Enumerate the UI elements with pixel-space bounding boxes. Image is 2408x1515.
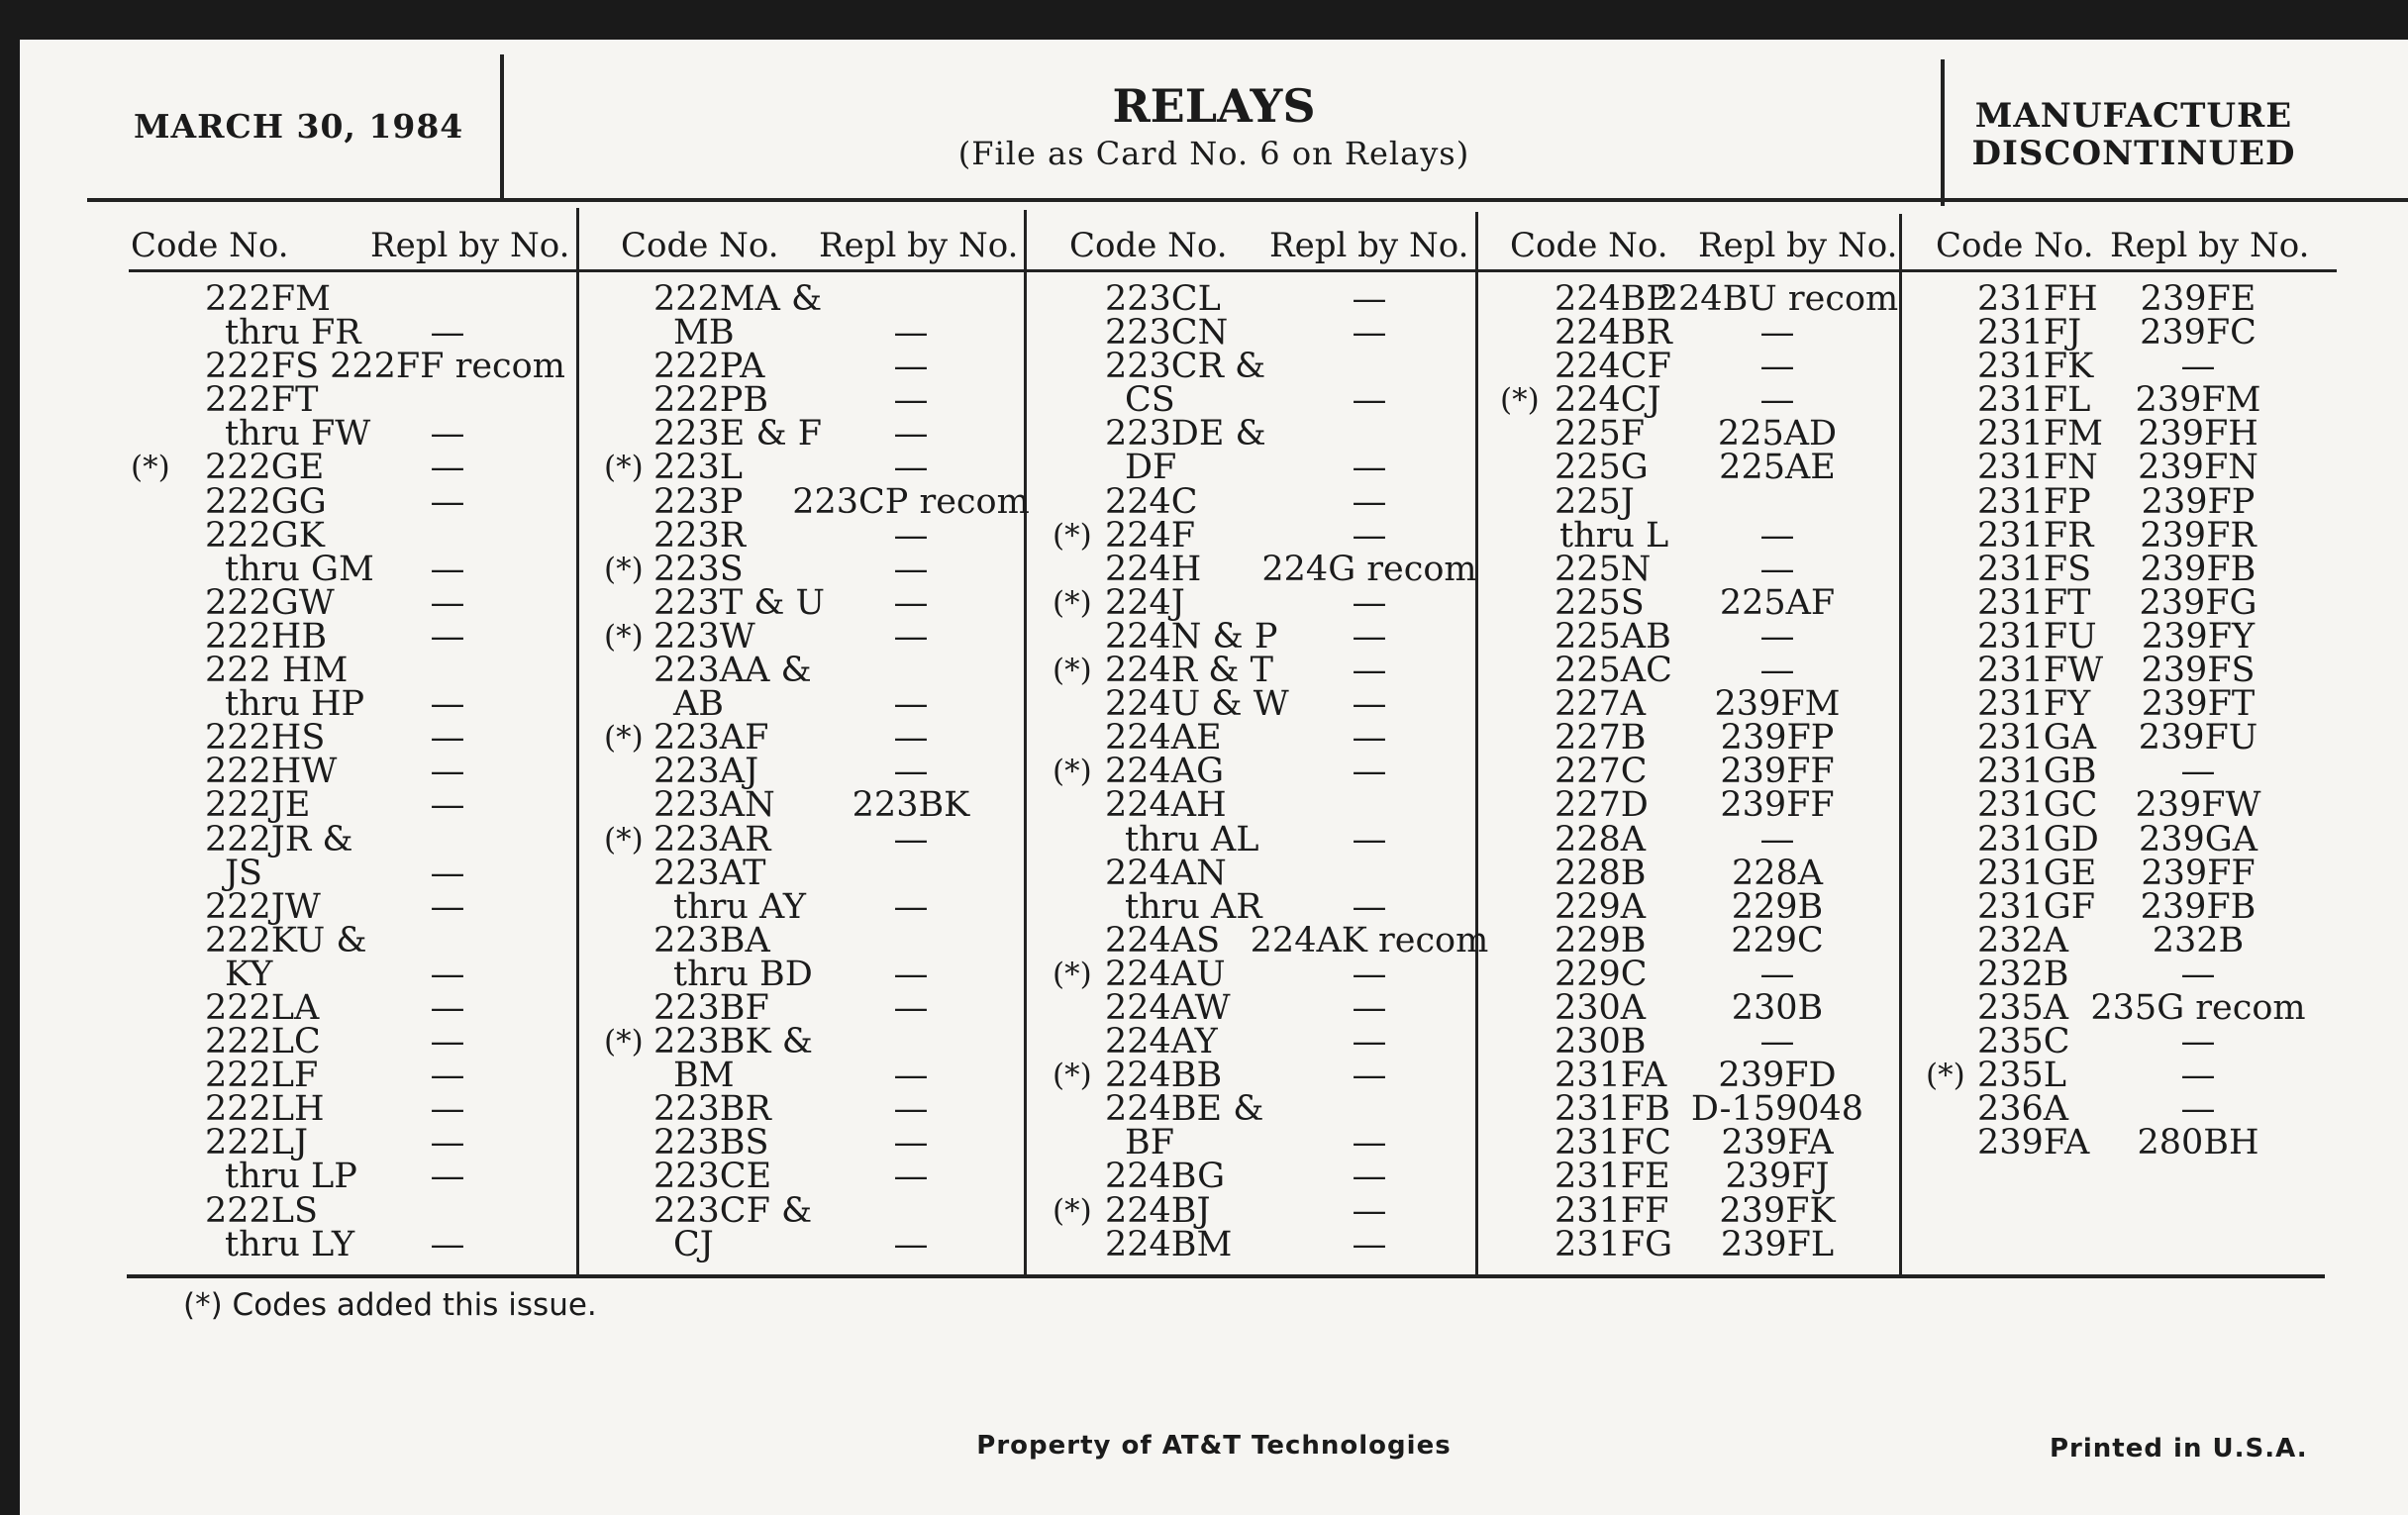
replacement-number: —	[2180, 954, 2216, 994]
code-number: 231GC	[1977, 785, 2098, 826]
replacement-number: 239FJ	[1725, 1157, 1830, 1197]
replacement-number: —	[430, 1224, 465, 1264]
replacement-number: —	[430, 549, 465, 589]
replacement-number: 239FS	[2141, 651, 2256, 691]
code-number: 224N & P	[1105, 616, 1278, 656]
replacement-number: 239FF	[2141, 853, 2256, 893]
replacement-number: —	[1352, 718, 1387, 758]
replacement-number: —	[1759, 651, 1795, 691]
replacement-number: —	[893, 347, 929, 387]
replacement-number: 239FU	[2138, 718, 2258, 758]
replacement-number: 239FA	[1721, 1123, 1834, 1163]
replacement-number: —	[1352, 1224, 1387, 1264]
code-number: 224CJ	[1555, 380, 1661, 421]
code-number: 224BG	[1105, 1157, 1226, 1197]
replacement-number: —	[1352, 1190, 1387, 1231]
replacement-number: —	[430, 886, 465, 927]
code-number: 231FS	[1977, 549, 2092, 589]
replacement-number: 239FM	[1714, 684, 1841, 725]
replacement-number: —	[430, 582, 465, 623]
replacement-number: 239FF	[1720, 752, 1835, 792]
code-number: 230A	[1555, 987, 1647, 1028]
replacement-number: —	[1352, 819, 1387, 859]
replacement-number: —	[893, 684, 929, 725]
code-number: 222FS	[205, 347, 320, 387]
replacement-number: —	[430, 785, 465, 826]
code-number: 225S	[1555, 582, 1645, 623]
code-number: 223L	[653, 448, 744, 488]
code-number: 224BB	[1105, 1056, 1223, 1096]
replacement-number: 239FW	[2135, 785, 2261, 826]
code-number: 227B	[1555, 718, 1647, 758]
added-marker: (*)	[604, 720, 644, 757]
code-number: 231FL	[1977, 380, 2091, 421]
header-rule	[87, 198, 2408, 202]
replacement-number: —	[893, 886, 929, 927]
replacement-number: 239FH	[2138, 414, 2258, 454]
code-number: 231GA	[1977, 718, 2097, 758]
code-number: 223CE	[653, 1157, 772, 1197]
code-number: thru AL	[1125, 819, 1259, 859]
code-number: 223CL	[1105, 279, 1221, 319]
code-number: 222PA	[653, 347, 765, 387]
code-number: 239FA	[1977, 1123, 2090, 1163]
code-number: 231FU	[1977, 616, 2097, 656]
code-number: 232A	[1977, 920, 2069, 960]
code-number: 223AF	[653, 718, 769, 758]
code-number: 228A	[1555, 819, 1647, 859]
replacement-number: —	[430, 853, 465, 893]
code-number: 222LH	[205, 1089, 325, 1130]
replacement-number: 229C	[1731, 920, 1824, 960]
code-number: 231GD	[1977, 819, 2099, 859]
code-number: 222GW	[205, 582, 335, 623]
added-marker: (*)	[1053, 653, 1092, 689]
code-number: 231GE	[1977, 853, 2097, 893]
code-number: thru BD	[673, 954, 813, 994]
code-number: 231FE	[1555, 1157, 1670, 1197]
code-number: 231FY	[1977, 684, 2091, 725]
code-number: 225F	[1555, 414, 1646, 454]
code-number: 224AH	[1105, 785, 1227, 826]
code-number: 222MA &	[653, 279, 823, 319]
code-number: 222GK	[205, 515, 325, 556]
replacement-number: 239FL	[1720, 1224, 1835, 1264]
card-title: RELAYS	[1112, 79, 1316, 133]
relay-card: MARCH 30, 1984 RELAYS (File as Card No. 6 on Relays) MANUFACTURE DISCONTINUED Code No. Repl by No. Code No. Repl by No. Code No. Repl by No. Code No. Repl by No. Code No. Repl by No. 222FM thru FR — 222FS 222FF recom 222FT thru FW — (*) 222GE — 222GG — 222GK thru GM — 222GW — 222HB — 222 HM thru HP — 222HS — 222HW — 222JE — 222JR & JS — 222JW — 222KU & KY — 222LA — 222LC — 222LF — 222LH — 222LJ — thru LP — 222LS thru LY — 222MA & MB — 222PA — 222PB — 223E & F — (*) 223L — 223P 223CP recom 223R — (*) 223S — 223T & U — (*) 223W — 223AA & AB — (*) 223AF — 223AJ — 223AN 223BK (*) 223AR — 223AT thru AY — 223BA thru BD — 223BF — (*) 223BK & BM — 223BR — 223BS — 223CE — 223CF & CJ — 223CL — 223CN — 223CR & CS — 223DE & DF — 224C — (*) 224F — 224H 224G recom (*) 224J — 224N & P — (*) 224R & T — 224U & W — 224AE — (*) 224AG — 224AH thru AL — 224AN thru AR — 224AS 224AK recom (*) 224AU — 224AW — 224AY — (*) 224BB — 224BE & BF — 224BG — (*) 224BJ — 224BM — 224BP 224BU recom 224BR — 224CF — (*) 224CJ — 225F 225AD 225G 225AE 225J thru L — 225N — 225S 225AF 225AB — 225AC — 227A 239FM 227B 239FP 227C 239FF 227D 239FF 228A — 228B 228A 229A 229B 229B 229C 229C — 230A 230B 230B — 231FA 239FD 231FB D-159048 231FC 239FA 231FE 239FJ 231FF 239FK 231FG 239FL 231FH 239FE 231FJ 239FC 231FK — 231FL 239FM 231FM 239FH 231FN 239FN 231FP 239FP 231FR 239FR 231FS 239FB 231FT 239FG 231FU 239FY 231FW 239FS 231FY 239FT 231GA 239FU 231GB — 231GC 239FW 231GD 239GA 231GE 239FF 231GF 239FB 232A 232B 232B — 235A 235G recom 235C — (*) 235L — 236A — 239FA 280BH (*) Codes added this issue. Property of AT&T Technologies Printed in U.S.A.	[20, 40, 2408, 1515]
code-number: 231FJ	[1977, 313, 2082, 354]
replacement-number: —	[1759, 819, 1795, 859]
added-marker: (*)	[1053, 1192, 1092, 1229]
code-number: 224F	[1105, 515, 1196, 556]
replacement-number: —	[1352, 752, 1387, 792]
code-number: 230B	[1555, 1022, 1647, 1062]
replacement-number: 239FK	[1719, 1190, 1836, 1231]
code-number: 223S	[653, 549, 744, 589]
code-number: CS	[1125, 380, 1175, 421]
replacement-number: —	[1759, 1022, 1795, 1062]
replacement-number: 239FB	[2140, 549, 2257, 589]
code-number: 231FW	[1977, 651, 2104, 691]
replacement-number: —	[893, 1123, 929, 1163]
added-marker: (*)	[604, 551, 644, 587]
code-number: 224R & T	[1105, 651, 1273, 691]
code-number: BF	[1125, 1123, 1175, 1163]
code-number: 222HB	[205, 616, 328, 656]
code-number: 223T & U	[653, 582, 826, 623]
replacement-number: —	[2180, 752, 2216, 792]
code-number: thru GM	[225, 549, 374, 589]
replacement-number: —	[893, 752, 929, 792]
code-number: 222GG	[205, 481, 327, 522]
replacement-number: —	[430, 1022, 465, 1062]
code-number: JS	[225, 853, 263, 893]
code-number: 222HW	[205, 752, 338, 792]
table-bottom-rule	[127, 1274, 2325, 1278]
replacement-number: 239FD	[1718, 1056, 1837, 1096]
code-number: 224AU	[1105, 954, 1226, 994]
replacement-number: 239FG	[2139, 582, 2258, 623]
code-number: 223P	[653, 481, 744, 522]
code-number: 229C	[1555, 954, 1648, 994]
code-number: 236A	[1977, 1089, 2069, 1130]
replacement-number: 230B	[1731, 987, 1824, 1028]
code-number: thru FR	[225, 313, 361, 354]
replacement-number: —	[2180, 1022, 2216, 1062]
replacement-number: —	[893, 380, 929, 421]
code-number: 223DE &	[1105, 414, 1266, 454]
replacement-number: 239FP	[1720, 718, 1835, 758]
replacement-number: 239FN	[2138, 448, 2258, 488]
code-number: 227A	[1555, 684, 1647, 725]
code-number: 223CN	[1105, 313, 1229, 354]
code-number: 222JE	[205, 785, 311, 826]
added-marker: (*)	[604, 618, 644, 655]
replacement-number: —	[893, 1056, 929, 1096]
code-number: 231GB	[1977, 752, 2097, 792]
replacement-number: —	[1352, 987, 1387, 1028]
code-number: 222JR &	[205, 819, 353, 859]
code-number: 222 HM	[205, 651, 349, 691]
code-number: 224BR	[1555, 313, 1672, 354]
code-number: 231FM	[1977, 414, 2103, 454]
replacement-number: 239FY	[2141, 616, 2256, 656]
replacement-number: —	[2180, 1056, 2216, 1096]
replacement-number: —	[893, 448, 929, 488]
replacement-number: —	[1352, 684, 1387, 725]
replacement-number: —	[893, 414, 929, 454]
code-number: 224BJ	[1105, 1190, 1211, 1231]
code-number: 223BF	[653, 987, 769, 1028]
code-number: BM	[673, 1056, 735, 1096]
replacement-number: —	[1352, 886, 1387, 927]
replacement-number: —	[1352, 616, 1387, 656]
code-number: 224AN	[1105, 853, 1227, 893]
replacement-number: —	[430, 481, 465, 522]
replacement-number: —	[430, 684, 465, 725]
code-number: 231GF	[1977, 886, 2096, 927]
added-marker: (*)	[1500, 382, 1540, 419]
code-number: 223AR	[653, 819, 771, 859]
code-number: 224AS	[1105, 920, 1221, 960]
replacement-number: —	[1352, 1056, 1387, 1096]
code-number: 235C	[1977, 1022, 2070, 1062]
code-number: 223BS	[653, 1123, 769, 1163]
code-number: 223AN	[653, 785, 775, 826]
code-number: 223AT	[653, 853, 766, 893]
code-number: 222FM	[205, 279, 331, 319]
code-number: thru AR	[1125, 886, 1262, 927]
added-marker: (*)	[1053, 517, 1092, 554]
code-number: thru AY	[673, 886, 806, 927]
code-number: DF	[1125, 448, 1177, 488]
code-number: 225AC	[1555, 651, 1672, 691]
property-note: Property of AT&T Technologies	[976, 1431, 1452, 1461]
code-number: 222LA	[205, 987, 320, 1028]
code-number: 231FP	[1977, 481, 2091, 522]
code-number: 225J	[1555, 481, 1635, 522]
added-marker: (*)	[604, 1024, 644, 1060]
code-number: 223BK &	[653, 1022, 813, 1062]
code-number: 231FN	[1977, 448, 2098, 488]
code-number: 222HS	[205, 718, 326, 758]
code-number: CJ	[673, 1224, 714, 1264]
code-number: 223R	[653, 515, 747, 556]
code-number: 227C	[1555, 752, 1648, 792]
status-line-2: DISCONTINUED	[1971, 134, 2296, 173]
replacement-number: 228A	[1731, 853, 1824, 893]
replacement-number: 224AK recom	[1250, 920, 1489, 960]
replacement-number: —	[430, 954, 465, 994]
code-number: KY	[225, 954, 273, 994]
replacement-number: 239FC	[2140, 313, 2257, 354]
added-marker: (*)	[1926, 1058, 1965, 1094]
replacement-number: —	[1352, 1157, 1387, 1197]
code-number: 223AA &	[653, 651, 812, 691]
replacement-number: —	[893, 954, 929, 994]
replacement-number: 239GA	[2138, 819, 2258, 859]
code-number: 235L	[1977, 1056, 2067, 1096]
replacement-number: 235G recom	[2090, 987, 2306, 1028]
code-number: 224BP	[1555, 279, 1670, 319]
replacement-number: —	[893, 313, 929, 354]
code-number: thru L	[1559, 515, 1669, 556]
replacement-number: 225AE	[1719, 448, 1836, 488]
replacement-number: 224G recom	[1261, 549, 1477, 589]
card-subtitle: (File as Card No. 6 on Relays)	[957, 135, 1470, 172]
replacement-number: —	[430, 1056, 465, 1096]
code-number: thru HP	[225, 684, 365, 725]
replacement-number: 232B	[2152, 920, 2245, 960]
replacement-number: —	[430, 448, 465, 488]
code-number: 224C	[1105, 481, 1198, 522]
replacement-number: —	[430, 987, 465, 1028]
replacement-number: —	[893, 1224, 929, 1264]
code-number: 222KU &	[205, 920, 367, 960]
replacement-number: —	[1759, 313, 1795, 354]
replacement-number: —	[1352, 1022, 1387, 1062]
code-number: 222JW	[205, 886, 321, 927]
replacement-number: —	[893, 819, 929, 859]
code-number: thru LY	[225, 1224, 355, 1264]
code-number: 231FT	[1977, 582, 2091, 623]
replacement-number: 229B	[1731, 886, 1824, 927]
code-number: 224J	[1105, 582, 1185, 623]
replacement-number: —	[893, 987, 929, 1028]
replacement-number: —	[1352, 448, 1387, 488]
replacement-number: 239FT	[2141, 684, 2256, 725]
code-number: 225N	[1555, 549, 1652, 589]
replacement-number: —	[1352, 279, 1387, 319]
code-number: 223CR &	[1105, 347, 1266, 387]
code-number: 222LF	[205, 1056, 319, 1096]
replacement-number: —	[2180, 347, 2216, 387]
replacement-number: —	[430, 1123, 465, 1163]
replacement-number: —	[1352, 1123, 1387, 1163]
replacement-number: —	[430, 752, 465, 792]
added-marker: (*)	[604, 450, 644, 486]
status-line-1: MANUFACTURE	[1974, 96, 2293, 136]
code-number: thru FW	[225, 414, 371, 454]
replacement-number: 223CP recom	[792, 481, 1030, 522]
printed-note: Printed in U.S.A.	[2050, 1434, 2308, 1464]
code-number: MB	[673, 313, 735, 354]
added-marker: (*)	[1053, 956, 1092, 992]
code-number: 225G	[1555, 448, 1649, 488]
code-number: 224BM	[1105, 1224, 1233, 1264]
replacement-number: —	[430, 313, 465, 354]
code-number: 232B	[1977, 954, 2069, 994]
code-number: 231FA	[1555, 1056, 1667, 1096]
code-number: 231FK	[1977, 347, 2094, 387]
code-number: 235A	[1977, 987, 2069, 1028]
replacement-number: 225AD	[1717, 414, 1838, 454]
replacement-number: 239FM	[2135, 380, 2261, 421]
replacement-number: 239FP	[2141, 481, 2256, 522]
replacement-number: —	[1352, 515, 1387, 556]
replacement-number: —	[1759, 954, 1795, 994]
replacement-number: —	[893, 582, 929, 623]
code-number: 224AE	[1105, 718, 1222, 758]
code-number: 228B	[1555, 853, 1647, 893]
code-number: 223AJ	[653, 752, 759, 792]
code-number: 222LJ	[205, 1123, 309, 1163]
code-number: AB	[673, 684, 724, 725]
code-number: 231FH	[1977, 279, 2098, 319]
code-number: 224U & W	[1105, 684, 1289, 725]
added-marker: (*)	[1053, 754, 1092, 790]
footnote: (*) Codes added this issue.	[183, 1287, 597, 1323]
replacement-number: —	[1352, 313, 1387, 354]
code-number: 222LS	[205, 1190, 319, 1231]
added-marker: (*)	[1053, 584, 1092, 621]
code-number: 223W	[653, 616, 755, 656]
code-number: 224CF	[1555, 347, 1671, 387]
replacement-number: —	[430, 1157, 465, 1197]
replacement-number: —	[1759, 347, 1795, 387]
code-number: 229A	[1555, 886, 1647, 927]
replacement-number: —	[1352, 954, 1387, 994]
code-number: 224BE &	[1105, 1089, 1264, 1130]
replacement-number: 225AF	[1719, 582, 1836, 623]
code-number: 222FT	[205, 380, 319, 421]
replacement-number: —	[430, 414, 465, 454]
code-number: 227D	[1555, 785, 1649, 826]
code-number: 224AY	[1105, 1022, 1218, 1062]
added-marker: (*)	[131, 450, 170, 486]
added-marker: (*)	[604, 821, 644, 858]
replacement-number: —	[1759, 380, 1795, 421]
code-number: 231FB	[1555, 1089, 1670, 1130]
replacement-number: 239FR	[2140, 515, 2257, 556]
replacement-number: 223BK	[852, 785, 970, 826]
code-number: 223BA	[653, 920, 770, 960]
replacement-number: —	[430, 616, 465, 656]
replacement-number: 224BU recom	[1656, 279, 1899, 319]
added-marker: (*)	[1053, 1058, 1092, 1094]
code-number: 225AB	[1555, 616, 1671, 656]
replacement-number: —	[1352, 481, 1387, 522]
replacement-number: 239FB	[2140, 886, 2257, 927]
replacement-number: D-159048	[1690, 1089, 1864, 1130]
code-number: 231FC	[1555, 1123, 1671, 1163]
replacement-number: —	[430, 1089, 465, 1130]
code-number: 224AG	[1105, 752, 1225, 792]
replacement-number: —	[430, 718, 465, 758]
replacement-number: —	[1352, 380, 1387, 421]
issue-date: MARCH 30, 1984	[134, 107, 464, 146]
code-number: 223E & F	[653, 414, 823, 454]
replacement-number: —	[1759, 549, 1795, 589]
replacement-number: —	[1759, 515, 1795, 556]
replacement-number: —	[1352, 582, 1387, 623]
replacement-number: 222FF recom	[330, 347, 565, 387]
code-number: 222PB	[653, 380, 769, 421]
code-number: 222LC	[205, 1022, 321, 1062]
code-number: 222GE	[205, 448, 325, 488]
code-number: 231FR	[1977, 515, 2094, 556]
replacement-number: —	[893, 549, 929, 589]
replacement-number: —	[2180, 1089, 2216, 1130]
replacement-number: —	[893, 515, 929, 556]
code-number: 231FG	[1555, 1224, 1673, 1264]
replacement-number: —	[1352, 651, 1387, 691]
code-number: 231FF	[1555, 1190, 1669, 1231]
code-number: 224H	[1105, 549, 1202, 589]
code-number: thru LP	[225, 1157, 357, 1197]
replacement-number: —	[893, 1089, 929, 1130]
code-number: 224AW	[1105, 987, 1231, 1028]
code-number: 223BR	[653, 1089, 771, 1130]
replacement-number: 280BH	[2137, 1123, 2259, 1163]
code-number: 223CF &	[653, 1190, 813, 1231]
replacement-number: 239FF	[1720, 785, 1835, 826]
status-label	[1906, 97, 2361, 172]
column-head-rule	[129, 269, 2337, 272]
replacement-number: —	[893, 616, 929, 656]
replacement-number: —	[893, 718, 929, 758]
code-number: 229B	[1555, 920, 1647, 960]
replacement-number: —	[1759, 616, 1795, 656]
replacement-number: 239FE	[2140, 279, 2257, 319]
replacement-number: —	[893, 1157, 929, 1197]
